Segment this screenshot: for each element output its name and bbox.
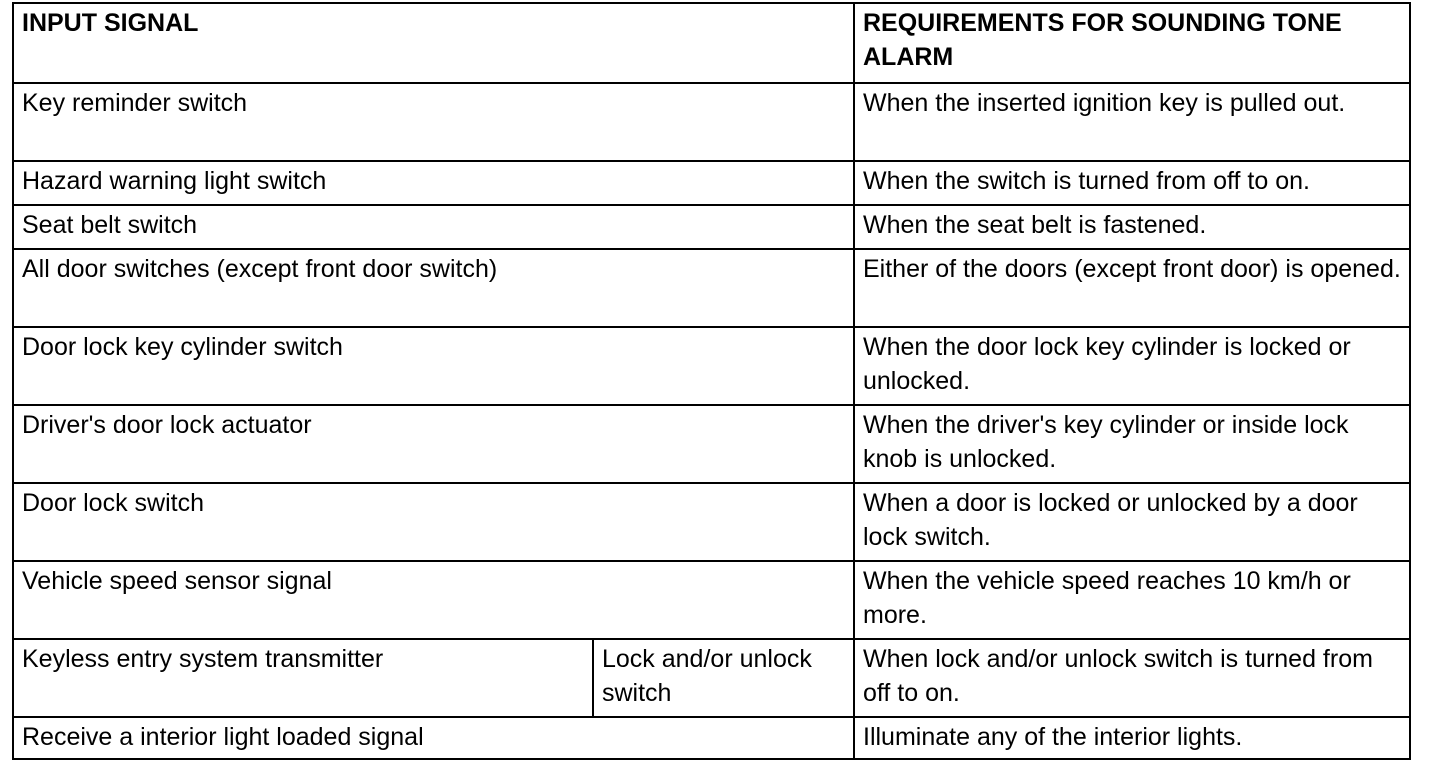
- sub-signal-cell: Lock and/or unlock switch: [593, 639, 854, 717]
- requirement-cell: When lock and/or unlock switch is turned from off to on.: [854, 639, 1410, 717]
- signal-cell: Driver's door lock actuator: [13, 405, 854, 483]
- requirement-cell: When the inserted ignition key is pulled out.: [854, 83, 1410, 161]
- requirement-cell: When the driver's key cylinder or inside lock knob is unlocked.: [854, 405, 1410, 483]
- tone-alarm-table: [12, 2, 1411, 760]
- signal-cell: Door lock switch: [13, 483, 854, 561]
- table-row: [13, 83, 1410, 161]
- signal-cell: Key reminder switch: [13, 83, 854, 161]
- signal-cell: Hazard warning light switch: [13, 161, 854, 205]
- table-row: [13, 161, 1410, 205]
- requirement-cell: Illuminate any of the interior lights.: [854, 717, 1410, 759]
- signal-cell: Keyless entry system transmitter: [13, 639, 593, 717]
- signal-cell: Seat belt switch: [13, 205, 854, 249]
- signal-cell: Door lock key cylinder switch: [13, 327, 854, 405]
- requirement-cell: When the door lock key cylinder is locked or unlocked.: [854, 327, 1410, 405]
- table-row: [13, 205, 1410, 249]
- header-input-signal: INPUT SIGNAL: [13, 3, 854, 83]
- header-requirements: REQUIREMENTS FOR SOUNDING TONE ALARM: [854, 3, 1410, 83]
- table-row: [13, 561, 1410, 639]
- table-row: [13, 639, 1410, 717]
- table-row: [13, 405, 1410, 483]
- requirement-cell: When the switch is turned from off to on.: [854, 161, 1410, 205]
- requirement-cell: When the vehicle speed reaches 10 km/h or more.: [854, 561, 1410, 639]
- requirement-cell: When the seat belt is fastened.: [854, 205, 1410, 249]
- signal-cell: All door switches (except front door switch): [13, 249, 854, 327]
- table-row: [13, 717, 1410, 759]
- requirement-cell: Either of the doors (except front door) is opened.: [854, 249, 1410, 327]
- signal-cell: Vehicle speed sensor signal: [13, 561, 854, 639]
- table-row: [13, 483, 1410, 561]
- table-row: [13, 327, 1410, 405]
- table-row: [13, 249, 1410, 327]
- requirement-cell: When a door is locked or unlocked by a door lock switch.: [854, 483, 1410, 561]
- signal-cell: Receive a interior light loaded signal: [13, 717, 854, 759]
- header-row: [13, 3, 1410, 83]
